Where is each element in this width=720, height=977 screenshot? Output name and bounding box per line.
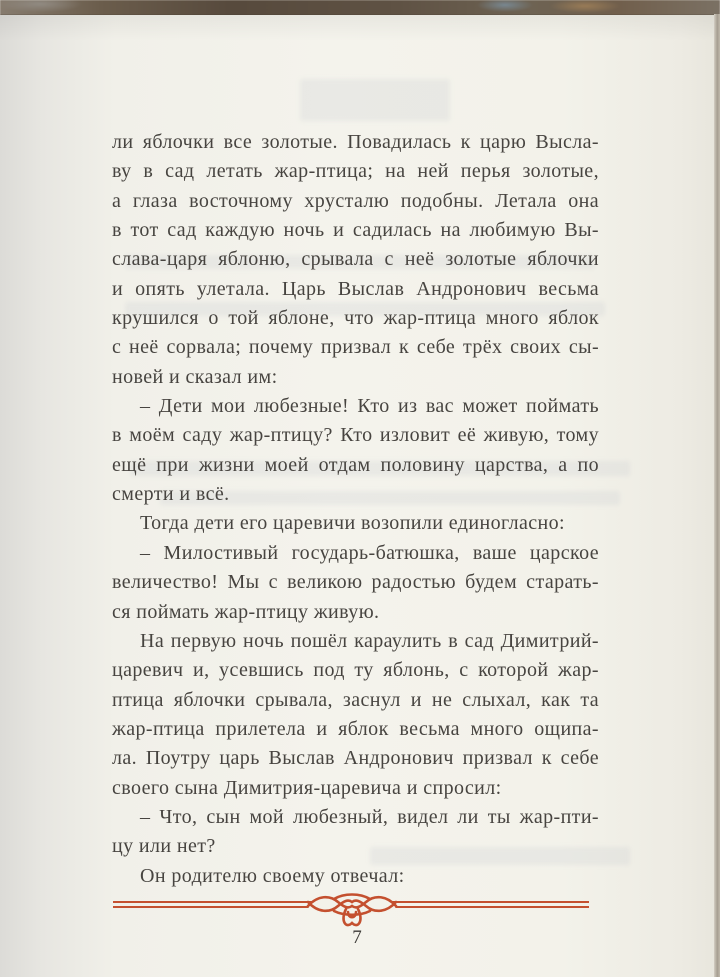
text-line: в тот сад каждую ночь и садилась на любимую Вы-	[112, 219, 599, 242]
text-line: – Дети мои любезные! Кто из вас может поймать	[140, 395, 599, 418]
text-line: в моём саду жар-птицу? Кто изловит её живую, тому	[112, 424, 599, 447]
text-line: своего сына Димитрия-царевича и спросил:	[112, 776, 502, 799]
text-line: ла. Поутру царь Выслав Андронович призвал к себе	[112, 747, 599, 770]
text-line: ещё при жизни моей отдам половину царства, а по	[112, 453, 599, 476]
text-line: крушился о той яблоне, что жар-птица много яблок	[112, 307, 599, 330]
book-page	[0, 15, 715, 977]
text-line: ся поймать жар-птицу живую.	[112, 600, 380, 623]
text-line: Тогда дети его царевичи возопили единогласно:	[140, 512, 565, 535]
text-line: и опять улетала. Царь Выслав Андронович весьма	[112, 277, 599, 300]
text-line: царевич и, усевшись под ту яблонь, с которой жар-	[112, 659, 599, 682]
page-right-edge	[714, 14, 720, 977]
text-line: слава-царя яблоню, срывала с неё золотые яблочки	[112, 248, 599, 271]
text-line: смерти и всё.	[112, 483, 230, 506]
text-line: величество! Мы с великою радостью будем старать-	[112, 571, 599, 594]
text-line: птица яблочки срывала, заснул и не слыхал, как та	[112, 688, 599, 711]
text-line: с неё сорвала; почему призвал к себе трёх своих сы-	[112, 336, 599, 359]
text-line: жар-птица прилетела и яблок весьма много ощипа-	[112, 717, 599, 740]
showthrough-ornament	[300, 79, 450, 121]
text-line: – Что, сын мой любезный, видел ли ты жар-пти-	[140, 805, 599, 828]
text-line: цу или нет?	[112, 835, 216, 858]
text-line: На первую ночь пошёл караулить в сад Димитрий-	[140, 629, 599, 652]
text-line: ву в сад летать жар-птица; на ней перья золотые,	[112, 160, 599, 183]
text-line: – Милостивый государь-батюшка, ваше царское	[140, 541, 599, 564]
text-line: ли яблочки все золотые. Повадилась к царю Высла-	[112, 131, 599, 153]
text-line: а глаза восточному хрусталю подобны. Летала она	[112, 189, 599, 212]
text-line: Он родителю своему отвечал:	[140, 864, 405, 887]
text-line: новей и сказал им:	[112, 365, 278, 388]
story-text	[112, 128, 599, 891]
page-number: 7	[352, 927, 363, 948]
